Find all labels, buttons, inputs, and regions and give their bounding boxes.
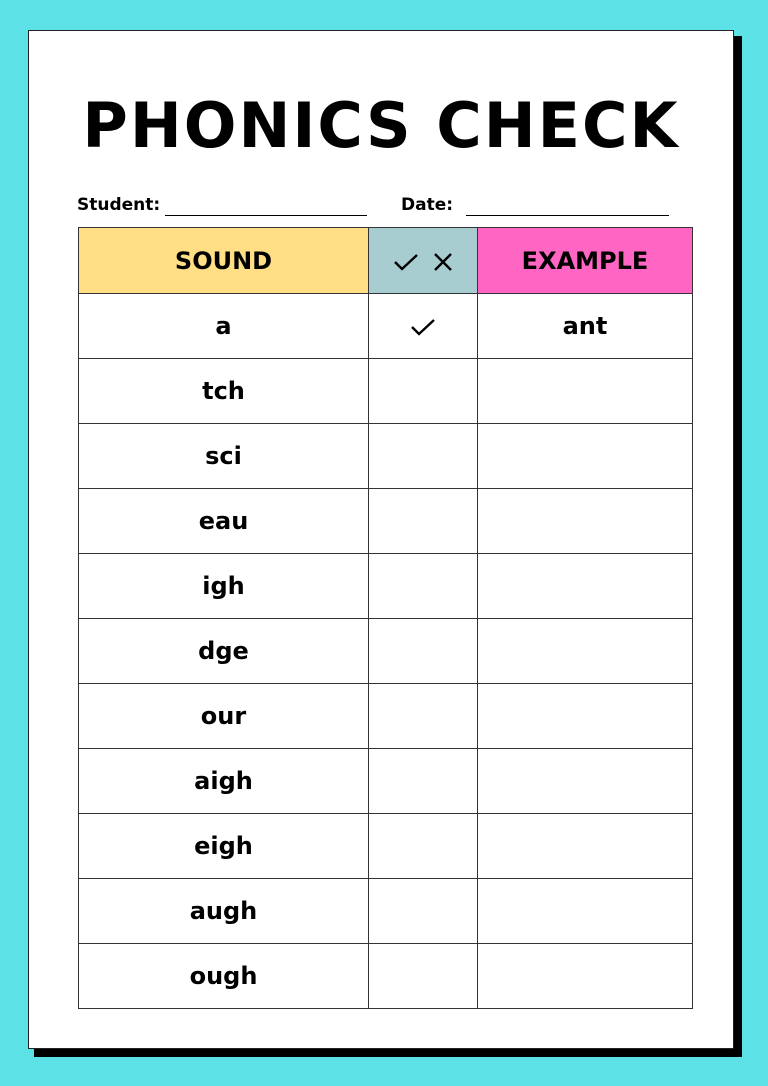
example-cell[interactable]	[478, 424, 693, 489]
mark-cell[interactable]	[369, 749, 478, 814]
example-header: EXAMPLE	[478, 228, 693, 294]
check-icon	[410, 312, 436, 340]
sound-cell: igh	[79, 554, 369, 619]
student-label: Student:	[77, 195, 161, 215]
sound-cell: dge	[79, 619, 369, 684]
table-row	[79, 814, 693, 879]
mark-cell[interactable]	[369, 619, 478, 684]
example-cell[interactable]	[478, 684, 693, 749]
table-row	[79, 879, 693, 944]
sound-cell: eigh	[79, 814, 369, 879]
example-cell[interactable]	[478, 489, 693, 554]
example-cell[interactable]	[478, 619, 693, 684]
mark-cell[interactable]	[369, 879, 478, 944]
table-row	[79, 554, 693, 619]
mark-cell[interactable]	[369, 684, 478, 749]
sound-cell: eau	[79, 489, 369, 554]
example-cell[interactable]	[478, 359, 693, 424]
example-cell[interactable]	[478, 814, 693, 879]
mark-cell[interactable]	[369, 944, 478, 1009]
mark-cell[interactable]	[369, 554, 478, 619]
sound-cell: ough	[79, 944, 369, 1009]
date-line[interactable]	[466, 215, 669, 216]
sound-cell: our	[79, 684, 369, 749]
example-cell[interactable]	[478, 554, 693, 619]
date-label: Date:	[401, 195, 454, 215]
table-row	[79, 684, 693, 749]
sound-cell: tch	[79, 359, 369, 424]
example-cell[interactable]	[478, 879, 693, 944]
mark-header	[369, 228, 478, 294]
example-cell[interactable]	[478, 749, 693, 814]
mark-cell[interactable]	[369, 424, 478, 489]
student-name-line[interactable]	[165, 215, 367, 216]
table-row	[79, 944, 693, 1009]
sound-cell: sci	[79, 424, 369, 489]
sound-cell: augh	[79, 879, 369, 944]
example-cell[interactable]	[478, 944, 693, 1009]
table-row	[79, 359, 693, 424]
mark-cell[interactable]	[369, 489, 478, 554]
table-header-row	[79, 228, 693, 294]
mark-cell[interactable]	[369, 359, 478, 424]
table-row	[79, 489, 693, 554]
sound-cell: aigh	[79, 749, 369, 814]
sound-header: SOUND	[79, 228, 369, 294]
table-row	[79, 424, 693, 489]
table-row	[79, 749, 693, 814]
phonics-table	[78, 227, 693, 1009]
sound-cell: a	[79, 294, 369, 359]
table-row	[79, 619, 693, 684]
mark-cell[interactable]	[369, 814, 478, 879]
page-title: PHONICS CHECK	[82, 89, 680, 162]
example-cell[interactable]: ant	[478, 294, 693, 359]
table-row	[79, 294, 693, 359]
mark-cell[interactable]	[369, 294, 478, 359]
cross-icon	[433, 247, 453, 275]
check-icon	[393, 247, 427, 275]
worksheet	[28, 30, 734, 1049]
